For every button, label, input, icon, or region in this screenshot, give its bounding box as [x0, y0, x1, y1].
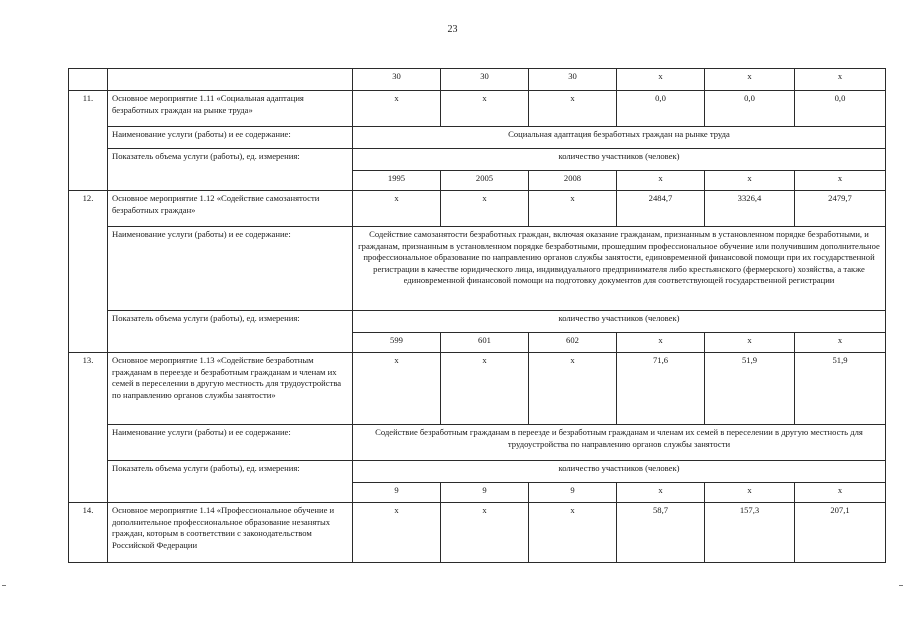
value-cell: x: [529, 191, 617, 227]
value-cell: 71,6: [617, 353, 705, 425]
indicator-value: x: [795, 171, 886, 191]
indicator-value: 1995: [353, 171, 441, 191]
program-table: [68, 68, 886, 563]
indicator-label: Показатель объема услуги (работы), ед. измерения:: [108, 311, 353, 353]
value-cell: 30: [529, 69, 617, 91]
row-number: 12.: [69, 191, 108, 353]
value-cell: 0,0: [705, 91, 795, 127]
indicator-value: x: [705, 483, 795, 503]
empty-cell: [69, 69, 108, 91]
scan-mark: [2, 585, 6, 586]
service-label: Наименование услуги (работы) и ее содержание:: [108, 227, 353, 311]
indicator-row: [69, 311, 886, 333]
indicator-value: x: [617, 483, 705, 503]
value-cell: x: [441, 503, 529, 563]
value-cell: 0,0: [617, 91, 705, 127]
indicator-value: 601: [441, 333, 529, 353]
value-cell: x: [441, 191, 529, 227]
indicator-value: 9: [529, 483, 617, 503]
value-cell: 3326,4: [705, 191, 795, 227]
indicator-value: 2005: [441, 171, 529, 191]
indicator-unit: количество участников (человек): [353, 149, 886, 171]
value-cell: 207,1: [795, 503, 886, 563]
event-row: [69, 91, 886, 127]
indicator-value: x: [705, 333, 795, 353]
service-label: Наименование услуги (работы) и ее содержание:: [108, 425, 353, 461]
event-row: [69, 353, 886, 425]
value-cell: 51,9: [795, 353, 886, 425]
row-number: 14.: [69, 503, 108, 563]
value-cell: x: [705, 69, 795, 91]
event-row: [69, 191, 886, 227]
service-label: Наименование услуги (работы) и ее содержание:: [108, 127, 353, 149]
empty-cell: [108, 69, 353, 91]
value-cell: 0,0: [795, 91, 886, 127]
indicator-value: 599: [353, 333, 441, 353]
value-cell: 30: [353, 69, 441, 91]
indicator-value: 2008: [529, 171, 617, 191]
value-cell: 2484,7: [617, 191, 705, 227]
indicator-value: x: [795, 333, 886, 353]
scan-mark: [899, 585, 903, 586]
value-cell: 2479,7: [795, 191, 886, 227]
value-cell: 58,7: [617, 503, 705, 563]
event-title: Основное мероприятие 1.14 «Профессиональное обучение и дополнительное профессиональное образование незанятых граждан, которым в соответствии с законодательством Российской Федерации: [108, 503, 353, 563]
value-cell: x: [529, 353, 617, 425]
service-row: [69, 425, 886, 461]
value-cell: 51,9: [705, 353, 795, 425]
indicator-value: 9: [353, 483, 441, 503]
indicator-value: 602: [529, 333, 617, 353]
event-title: Основное мероприятие 1.11 «Социальная адаптация безработных граждан на рынке труда»: [108, 91, 353, 127]
row-number: 11.: [69, 91, 108, 191]
indicator-label: Показатель объема услуги (работы), ед. измерения:: [108, 461, 353, 503]
service-description: Социальная адаптация безработных граждан на рынке труда: [353, 127, 886, 149]
value-cell: 30: [441, 69, 529, 91]
indicator-row: [69, 461, 886, 483]
value-cell: x: [353, 91, 441, 127]
value-cell: x: [529, 91, 617, 127]
value-cell: x: [441, 91, 529, 127]
row-number: 13.: [69, 353, 108, 503]
indicator-value: 9: [441, 483, 529, 503]
indicator-unit: количество участников (человек): [353, 311, 886, 333]
value-cell: x: [529, 503, 617, 563]
value-cell: x: [617, 69, 705, 91]
indicator-value: x: [617, 171, 705, 191]
service-row: [69, 127, 886, 149]
value-cell: 157,3: [705, 503, 795, 563]
page-number: 23: [447, 24, 458, 35]
indicator-value: x: [705, 171, 795, 191]
service-description: Содействие самозанятости безработных граждан, включая оказание гражданам, признанным в установленном порядке безработными, и гражданам, признанным в установленном порядке безработными, прошедшим профессиональное обучение или получившим дополнительное профессиональное образование по направлению органов службы занятости, единовременной финансовой помощи при их государственной регистрации в качестве юридического лица, индивидуального предпринимателя либо крестьянского (фермерского) хозяйства, а также единовременной финансовой помощи на подготовку документов для соответствующей государственной регистрации: [353, 227, 886, 311]
indicator-label: Показатель объема услуги (работы), ед. измерения:: [108, 149, 353, 191]
value-cell: x: [353, 503, 441, 563]
event-title: Основное мероприятие 1.13 «Содействие безработным гражданам в переезде и безработным гражданам и членам их семей в переселении в другую местность для трудоустройства по направлению органов службы занятости»: [108, 353, 353, 425]
continuation-row: [69, 69, 886, 91]
value-cell: x: [353, 353, 441, 425]
value-cell: x: [795, 69, 886, 91]
indicator-unit: количество участников (человек): [353, 461, 886, 483]
event-title: Основное мероприятие 1.12 «Содействие самозанятости безработных граждан»: [108, 191, 353, 227]
indicator-value: x: [795, 483, 886, 503]
indicator-row: [69, 149, 886, 171]
service-row: [69, 227, 886, 311]
service-description: Содействие безработным гражданам в переезде и безработным гражданам и членам их семей в переселении в другую местность для трудоустройства по направлению органов службы занятости: [353, 425, 886, 461]
event-row: [69, 503, 886, 563]
value-cell: x: [441, 353, 529, 425]
value-cell: x: [353, 191, 441, 227]
indicator-value: x: [617, 333, 705, 353]
